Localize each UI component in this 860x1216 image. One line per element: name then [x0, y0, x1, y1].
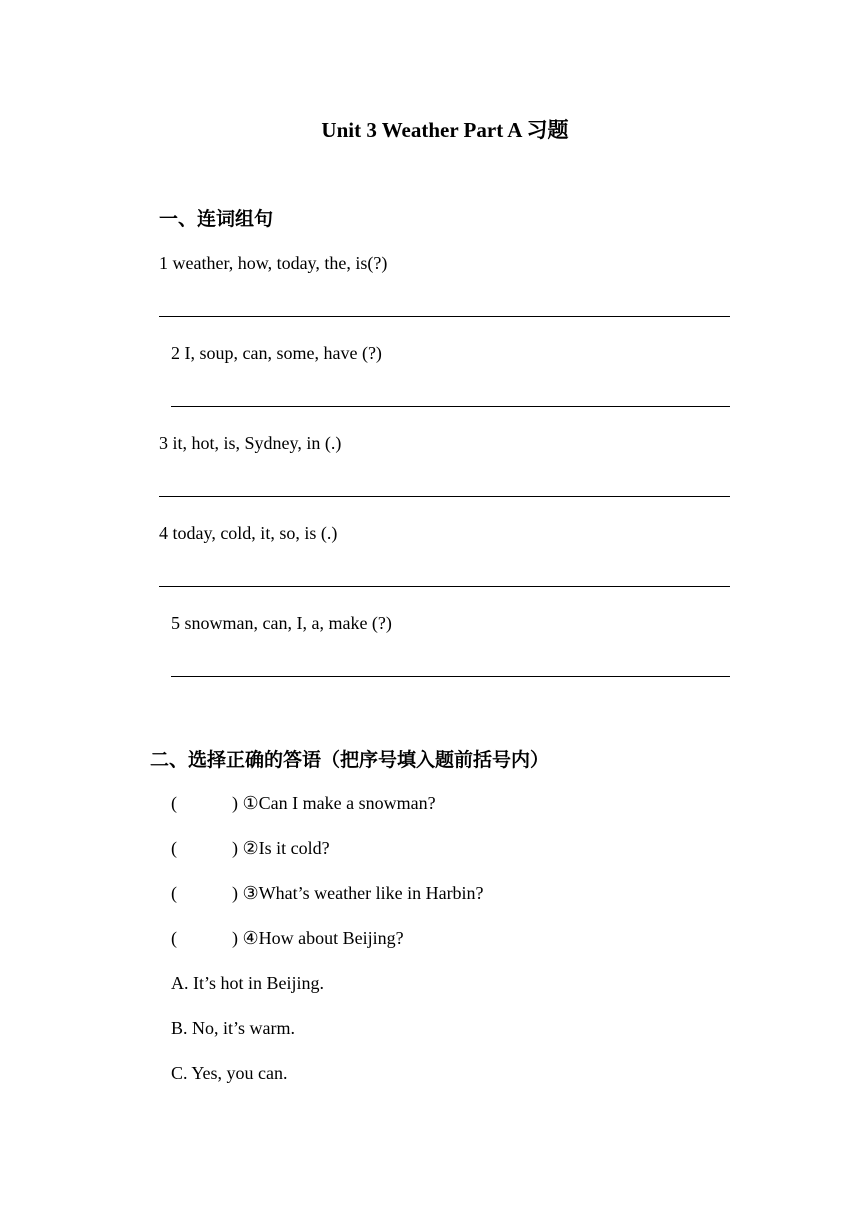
- answer-line-2: [171, 406, 730, 407]
- choice-question: [171, 883, 484, 904]
- section-2-heading: 二、选择正确的答语（把序号填入题前括号内）: [150, 749, 550, 771]
- choice-question-text: ④How about Beijing?: [242, 928, 404, 948]
- question-3: 3 it, hot, is, Sydney, in (.): [159, 433, 342, 453]
- answer-bracket-open: (: [171, 838, 177, 858]
- answer-option-c: C. Yes, you can.: [171, 1063, 288, 1083]
- answer-line-1: [159, 316, 730, 317]
- choice-question: [171, 793, 436, 814]
- choice-question-text: ②Is it cold?: [242, 838, 330, 858]
- question-5: 5 snowman, can, I, a, make (?): [171, 613, 392, 633]
- answer-line-3: [159, 496, 730, 497]
- answer-bracket-close: ): [232, 883, 238, 903]
- answer-line-5: [171, 676, 730, 677]
- answer-option-a: A. It’s hot in Beijing.: [171, 973, 324, 993]
- answer-bracket-close: ): [232, 793, 238, 813]
- page-title: Unit 3 Weather Part A 习题: [321, 118, 569, 142]
- choice-question-text: ①Can I make a snowman?: [242, 793, 436, 813]
- choice-question-text: ③What’s weather like in Harbin?: [242, 883, 484, 903]
- answer-bracket-open: (: [171, 928, 177, 948]
- answer-bracket-open: (: [171, 793, 177, 813]
- question-2: 2 I, soup, can, some, have (?): [171, 343, 382, 363]
- answer-bracket-close: ): [232, 838, 238, 858]
- choice-question: [171, 838, 330, 859]
- question-1: 1 weather, how, today, the, is(?): [159, 253, 388, 273]
- answer-line-4: [159, 586, 730, 587]
- answer-option-b: B. No, it’s warm.: [171, 1018, 295, 1038]
- question-4: 4 today, cold, it, so, is (.): [159, 523, 338, 543]
- section-1-heading: 一、连词组句: [159, 208, 274, 230]
- answer-bracket-close: ): [232, 928, 238, 948]
- choice-question: [171, 928, 404, 949]
- answer-bracket-open: (: [171, 883, 177, 903]
